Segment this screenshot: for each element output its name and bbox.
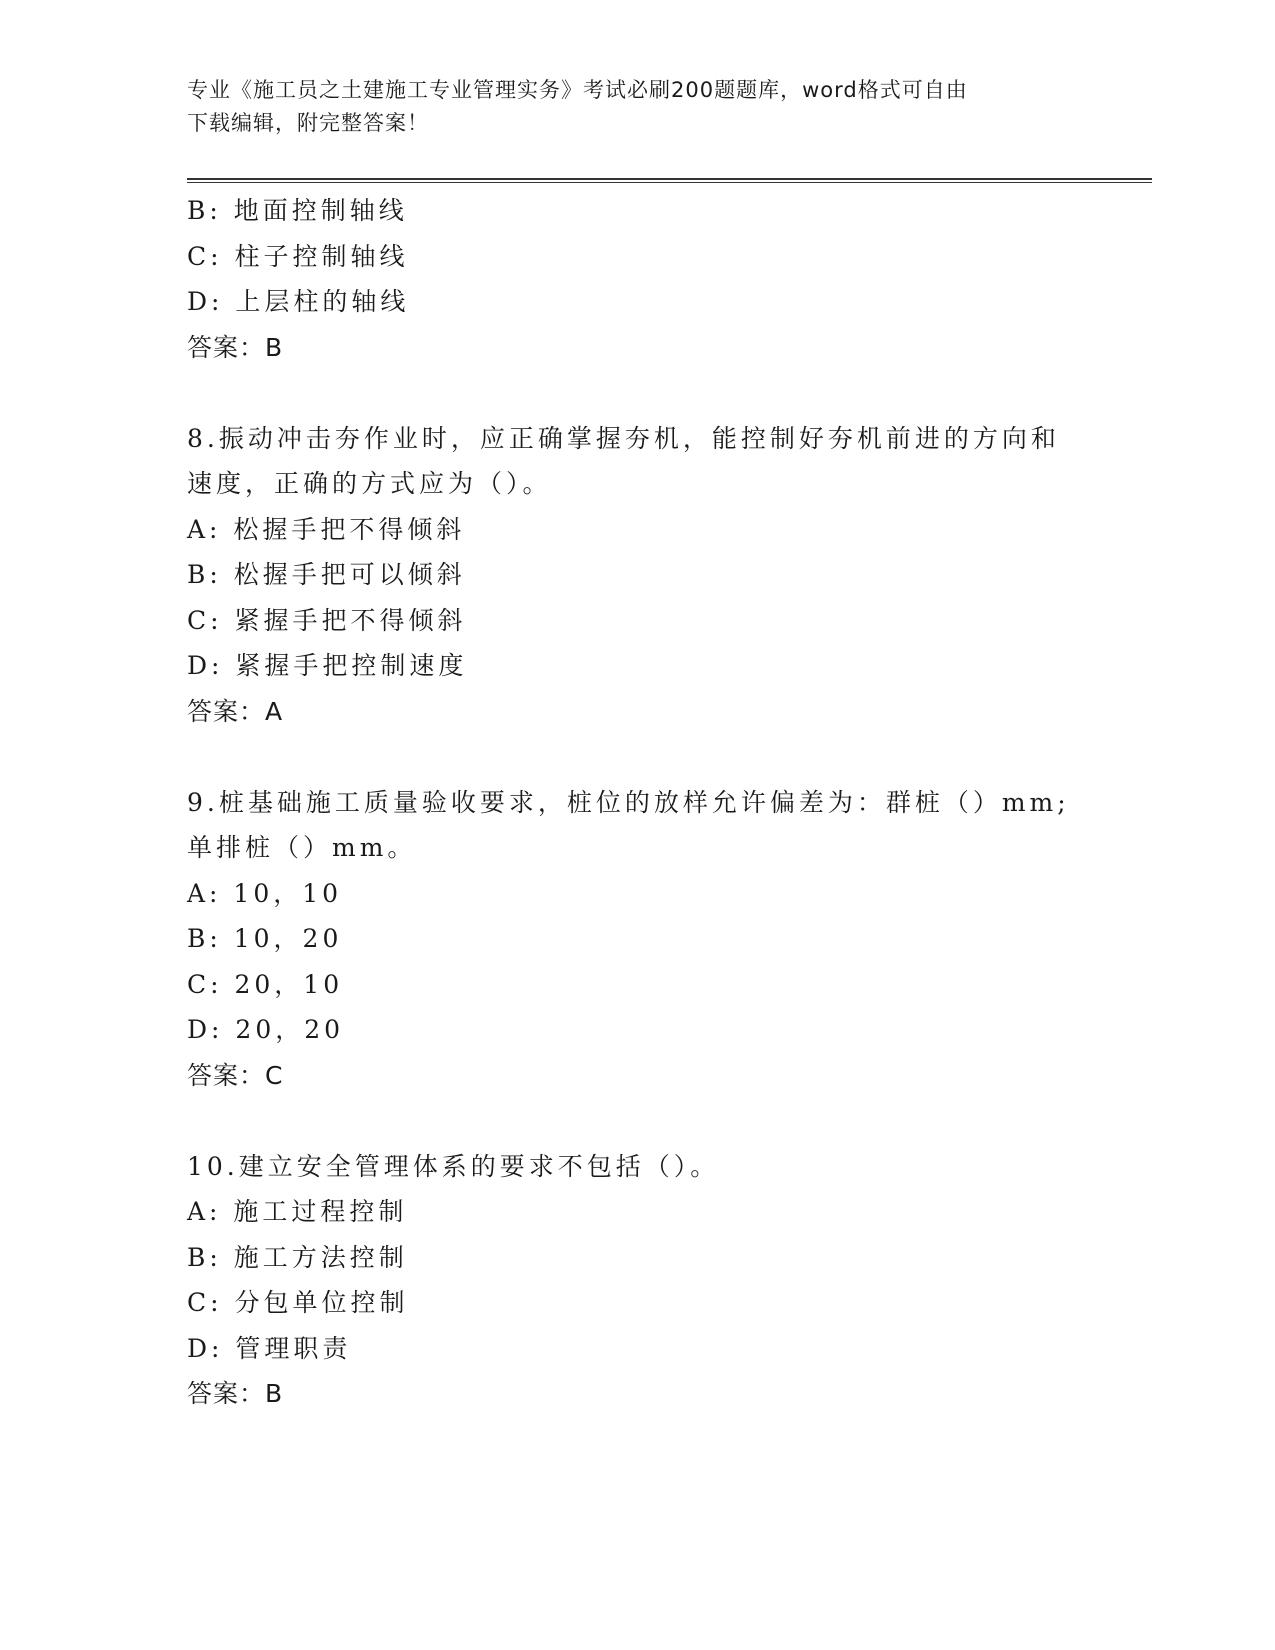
- spacer: [187, 370, 1087, 416]
- option-c: C: 柱子控制轴线: [187, 241, 409, 271]
- option-d: D: 上层柱的轴线: [187, 287, 410, 316]
- option-a: A: 施工过程控制: [187, 1197, 408, 1226]
- question-9: [187, 780, 1087, 1099]
- answer-label: 答案：B: [187, 332, 284, 362]
- question-stem: 速度，正确的方式应为（）。: [187, 469, 552, 498]
- question-7-continuation: [187, 188, 1087, 370]
- answer-label: 答案：C: [187, 1060, 284, 1090]
- spacer: [187, 1098, 1087, 1144]
- option-c: C: 分包单位控制: [187, 1288, 409, 1317]
- header-line-2: 下载编辑，附完整答案！: [187, 111, 429, 135]
- option-a: A: 松握手把不得倾斜: [187, 514, 466, 544]
- question-list: [187, 188, 1087, 1417]
- spacer: [187, 734, 1087, 780]
- option-c: C: 紧握手把不得倾斜: [187, 605, 467, 635]
- header-line-1: 专业《施工员之土建施工专业管理实务》考试必刷200题题库，word格式可自由: [187, 78, 968, 102]
- question-stem: 8.振动冲击夯作业时，应正确掌握夯机，能控制好夯机前进的方向和: [187, 423, 1060, 453]
- answer-label: 答案：A: [187, 696, 284, 726]
- question-stem: 10.建立安全管理体系的要求不包括（）。: [187, 1151, 720, 1181]
- option-d: D: 紧握手把控制速度: [187, 651, 468, 680]
- option-d: D: 管理职责: [187, 1333, 352, 1363]
- option-b: B: 10，20: [187, 924, 343, 953]
- option-d: D: 20，20: [187, 1015, 345, 1044]
- option-b: B: 松握手把可以倾斜: [187, 560, 466, 589]
- document-header: [187, 74, 1067, 140]
- question-stem: 9.桩基础施工质量验收要求，桩位的放样允许偏差为：群桩（）mm;: [187, 787, 1070, 817]
- option-b: B: 地面控制轴线: [187, 196, 408, 225]
- question-stem: 单排桩（）mm。: [187, 833, 417, 862]
- question-10: [187, 1144, 1087, 1417]
- option-b: B: 施工方法控制: [187, 1242, 408, 1272]
- answer-label: 答案：B: [187, 1379, 284, 1408]
- question-8: [187, 416, 1087, 735]
- option-c: C: 20，10: [187, 969, 344, 999]
- header-divider: [187, 178, 1152, 183]
- option-a: A: 10，10: [187, 878, 343, 908]
